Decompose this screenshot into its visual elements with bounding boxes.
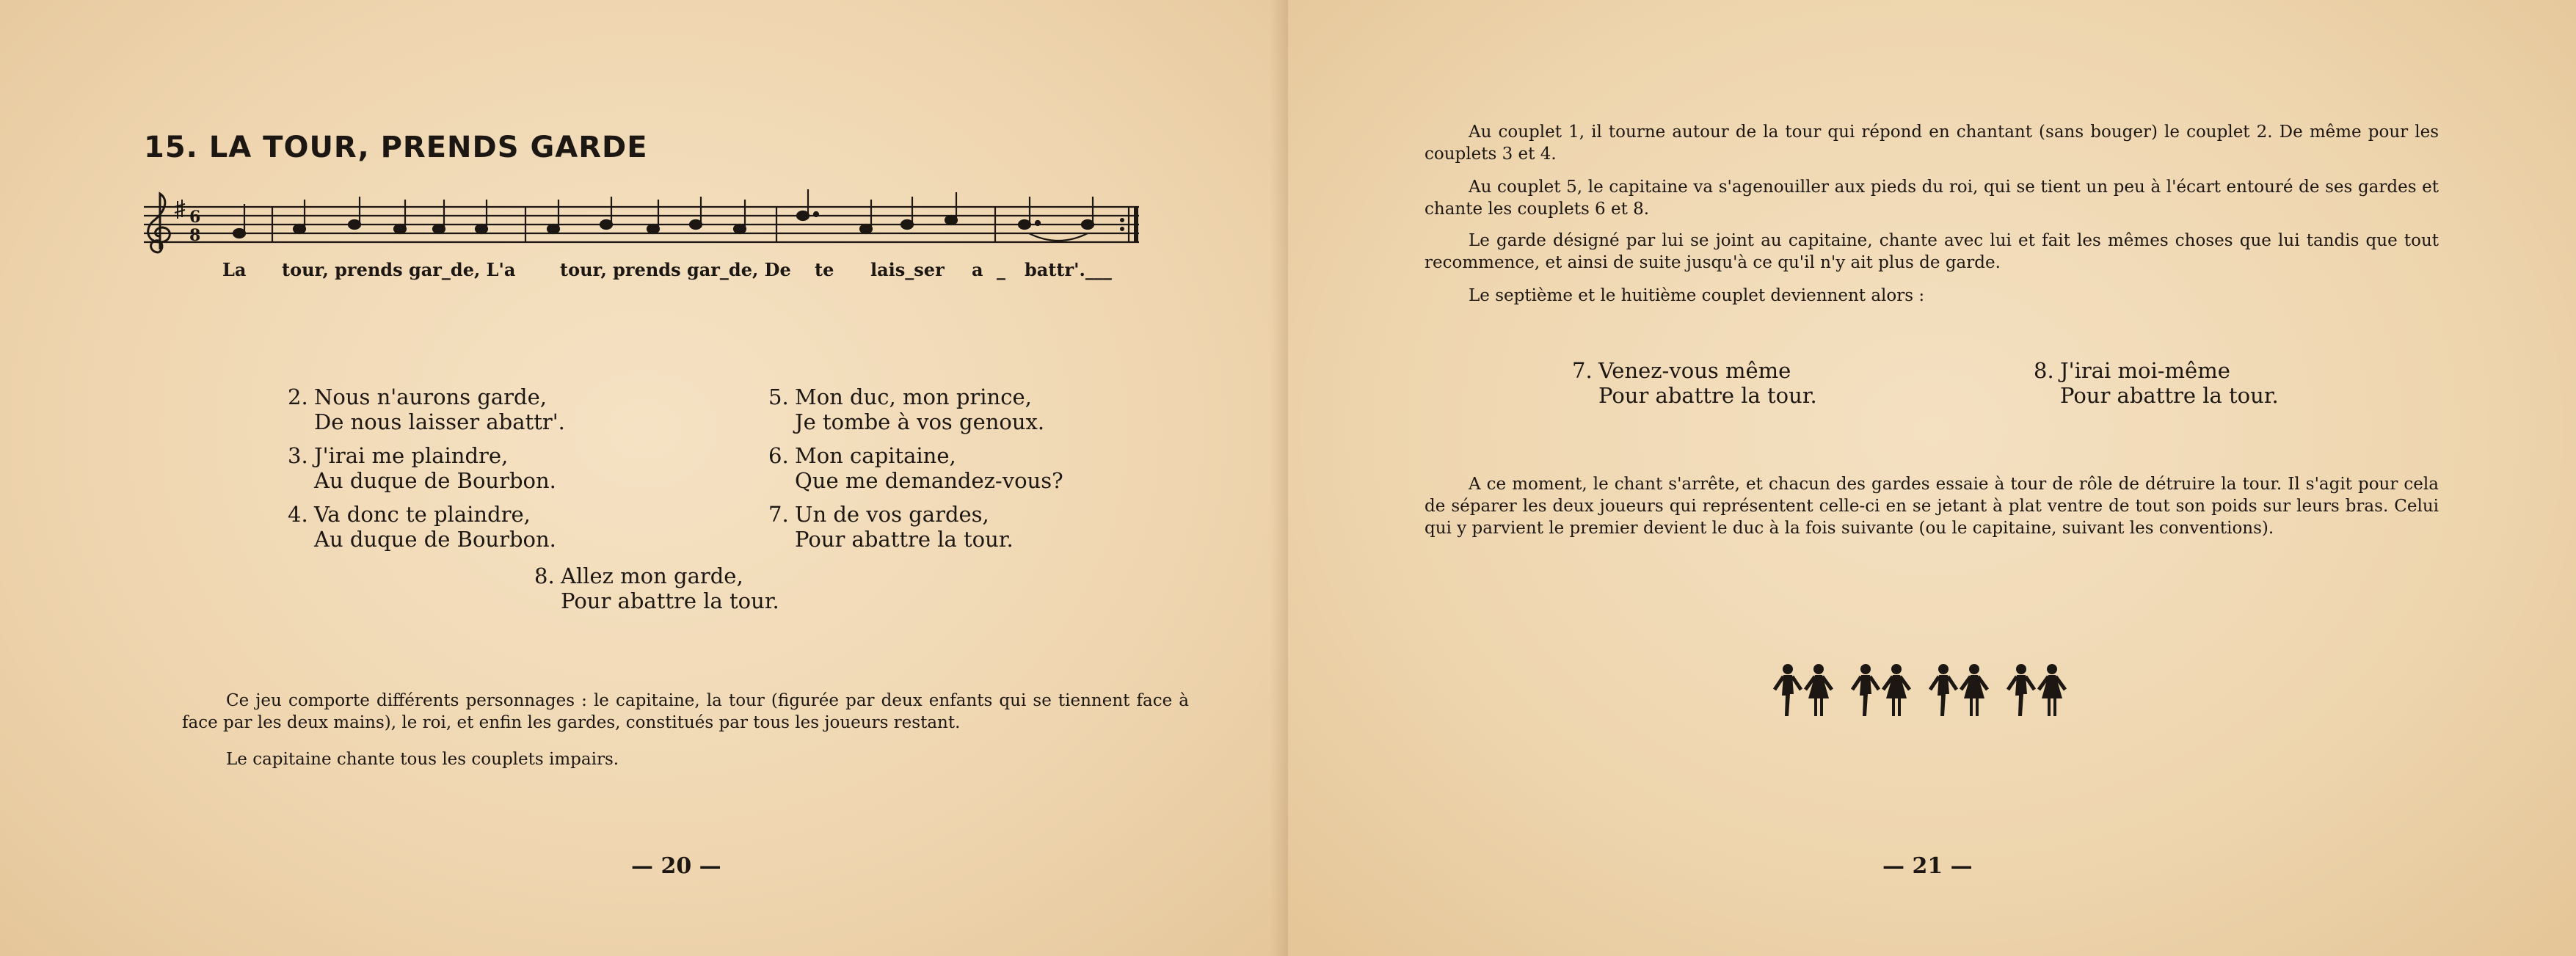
sheet-music-icon xyxy=(144,189,1145,263)
verse-number: 7. xyxy=(1572,358,1593,383)
captain-note: Le capitaine chante tous les couplets impairs. xyxy=(226,750,619,769)
verse-line: Mon capitaine, xyxy=(795,443,956,468)
verse-line: Venez-vous même xyxy=(1598,358,1791,383)
paragraph-couplet-1: Au couplet 1, il tourne autour de la tour qui répond en chantant (sans bouger) le couplet 2. De même pour les couplets 3 et 4. xyxy=(1425,123,2439,164)
page-number: — 21 — xyxy=(1882,853,1973,879)
right-page xyxy=(1288,0,2576,956)
lyric-syllable: battr'.___ xyxy=(1025,259,1112,280)
game-description: Ce jeu comporte différents personnages : le capitaine, la tour (figurée par deux enfants qui se tiennent face à face par les deux mains), le roi, et enfin les gardes, constitués par tous les joueurs restant. xyxy=(182,691,1189,732)
verse-line: Pour abattre la tour. xyxy=(1598,383,1817,408)
paragraph-seventh-eighth: Le septième et le huitième couplet deviennent alors : xyxy=(1469,286,1925,305)
verse-number: 8. xyxy=(534,563,555,588)
song-lyrics xyxy=(0,259,1141,296)
verse-line: Un de vos gardes, xyxy=(795,502,989,527)
lyric-syllable: a xyxy=(972,259,983,280)
song-title: 15. LA TOUR, PRENDS GARDE xyxy=(144,131,648,164)
lyric-syllable: te xyxy=(815,259,834,280)
verse-number: 8. xyxy=(2034,358,2054,383)
verse-number: 3. xyxy=(288,443,308,468)
children-holding-hands-icon xyxy=(1770,662,2086,720)
paragraph-ending: A ce moment, le chant s'arrête, et chacun des gardes essaie à tour de rôle de détruire la tour. Il s'agit pour cela de séparer les deux joueurs qui représentent celle-ci en se jetant à plat ventre de tout son poids sur leurs bras. Celui qui y parvient le premier devient le duc à la fois suivante (ou le capitaine, suivant les conventions). xyxy=(1425,475,2439,538)
verse-line: Allez mon garde, xyxy=(561,563,743,588)
lyric-syllable: tour, prends gar_de, L'a xyxy=(282,259,516,280)
lyric-syllable: _ xyxy=(997,259,1005,280)
verse-line: J'irai me plaindre, xyxy=(314,443,509,468)
verse-number: 4. xyxy=(288,502,308,527)
paragraph-couplet-5: Au couplet 5, le capitaine va s'agenouiller aux pieds du roi, qui se tient un peu à l'écart entouré de ses gardes et chante les couplets 6 et 8. xyxy=(1425,178,2439,219)
verse-number: 5. xyxy=(768,384,789,409)
verse-line: Nous n'aurons garde, xyxy=(314,384,547,409)
music-staff xyxy=(144,189,1145,263)
lyric-syllable: La xyxy=(222,259,247,280)
verse-line: J'irai moi-même xyxy=(2060,358,2230,383)
verse-line: Mon duc, mon prince, xyxy=(795,384,1032,409)
verse-line: De nous laisser abattr'. xyxy=(314,409,565,434)
verse-line: Pour abattre la tour. xyxy=(795,527,1014,552)
verse-number: 7. xyxy=(768,502,789,527)
lyric-syllable: lais_ser xyxy=(870,259,945,280)
verse-line: Pour abattre la tour. xyxy=(2060,383,2279,408)
svg-text:8: 8 xyxy=(189,226,201,245)
verse-line: Va donc te plaindre, xyxy=(314,502,531,527)
verse-line: Au duque de Bourbon. xyxy=(314,468,556,493)
svg-text:6: 6 xyxy=(189,208,201,227)
verse-line: Je tombe à vos genoux. xyxy=(795,409,1045,434)
verse-line: Pour abattre la tour. xyxy=(561,588,779,613)
verse-line: Au duque de Bourbon. xyxy=(314,527,556,552)
ornament-figures xyxy=(1770,662,2086,720)
verse-line: Que me demandez-vous? xyxy=(795,468,1063,493)
verse-number: 6. xyxy=(768,443,789,468)
page-number: — 20 — xyxy=(631,853,721,879)
paragraph-guard: Le garde désigné par lui se joint au capitaine, chante avec lui et fait les mêmes choses que lui tandis que tout recommence, et ainsi de suite jusqu'à ce qu'il n'y ait plus de garde. xyxy=(1425,231,2439,272)
lyric-syllable: tour, prends gar_de, De xyxy=(560,259,791,280)
verse-number: 2. xyxy=(288,384,308,409)
